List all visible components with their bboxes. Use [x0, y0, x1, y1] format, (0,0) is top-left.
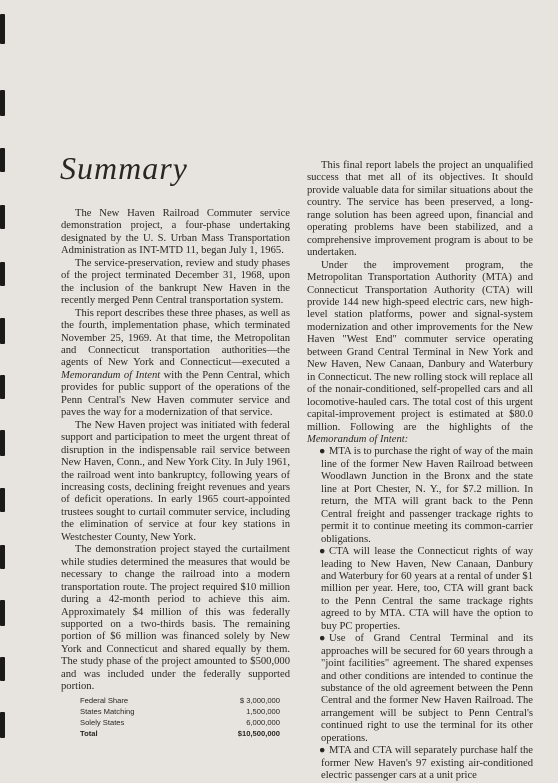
paragraph-text: Under the improvement program, the Metropolitan Transportation Authority (MTA) and Connecticut Transportation Authority (CTA) will provide 144 new high-speed electric cars, new high-level station platforms, power and signal-system modernization and other improvements for the New Haven "West End" commuter service operating between Grand Central Terminal in New York and New Haven, New Canaan, Danbury and Waterbury in Connecticut. The new rolling stock will replace all of the nonair-conditioned, self-propelled cars and all locomotive-hauled cars. The total cost of this urgent capital-improvement project is estimated at $80.0 million. Following are the highlights of the: [307, 259, 533, 433]
paragraph: This final report labels the project an unqualified success that met all of its objectives. It should provide valuable data for similar situations about the country. The service has been preserved, a long-range solution has been agreed upon, financial and operating problems have been stabilized, and a comprehensive improvement program is about to be undertaken.: [307, 160, 533, 259]
binding-hole: [0, 430, 5, 456]
binding-hole: [0, 545, 5, 569]
bullet-item: [307, 546, 533, 633]
binding-hole: [0, 14, 5, 44]
funding-amount: $10,500,000: [237, 728, 280, 738]
binding-hole: [0, 205, 5, 229]
funding-amount: $ 3,000,000: [239, 695, 280, 705]
binding-hole: [0, 148, 5, 172]
binding-hole: [0, 262, 5, 286]
table-row-total: [80, 728, 280, 739]
paragraph: [61, 308, 290, 420]
bullet-icon: ●: [319, 633, 326, 645]
spiral-binding: [0, 0, 14, 750]
page-title: Summary: [60, 150, 188, 186]
memorandum-phrase: Memorandum of Intent:: [307, 433, 409, 445]
table-row: [80, 717, 280, 728]
funding-label: Solely States: [80, 717, 125, 727]
bullet-icon: ●: [319, 446, 326, 458]
paragraph: The service-preservation, review and study phases of the project terminated December 31, 1968, upon the inclusion of the bankrupt New Haven in the recently merged Penn Central transportation system.: [61, 257, 290, 307]
memorandum-phrase: Memorandum of Intent: [61, 369, 161, 381]
paragraph: [307, 260, 533, 447]
funding-table: [80, 695, 280, 739]
bullet-text: CTA will lease the Connecticut rights of way leading to New Haven, New Canaan, Danbury and Waterbury for 60 years at a rental of under $1 million per year. Here, too, CTA will grant back to the Penn Central the same trackage rights agreed to by MTA. CTA will have the option to buy PC properties.: [321, 546, 533, 632]
binding-hole: [0, 712, 5, 738]
binding-hole: [0, 488, 5, 512]
table-row: [80, 695, 280, 706]
paragraph: The demonstration project stayed the curtailment while studies determined the measures that would be necessary to change the railroad into a modern transportation route. The project required $10 million during a 42-month period to achieve this aim. Approximately $4 million of this was federally supported on a two-thirds basis. The remaining portion of $6 million was financed solely by New York and Connecticut and shared equally by them. The study phase of the project amounted to $500,000 and was included under the federally supported portion.: [61, 544, 290, 693]
bullet-item: [307, 745, 533, 782]
bullet-item: [307, 446, 533, 546]
funding-amount: 1,500,000: [246, 706, 280, 716]
binding-hole: [0, 600, 5, 626]
table-row: [80, 706, 280, 717]
paragraph: The New Haven Railroad Commuter service demonstration project, a four-phase undertaking designated by the U. S. Urban Mass Transportation Administration as INT-MTD 11, began July 1, 1965.: [61, 208, 290, 257]
bullet-item: [307, 633, 533, 745]
right-column: [307, 160, 533, 783]
bullet-icon: ●: [319, 745, 326, 757]
binding-hole: [0, 657, 5, 681]
funding-label: Total: [80, 728, 98, 738]
funding-label: States Matching: [80, 706, 135, 716]
bullet-icon: ●: [319, 546, 326, 558]
bullet-text: MTA is to purchase the right of way of the main line of the former New Haven Railroad between Woodlawn Junction in the Bronx and the state line at Port Chester, N. Y., for $7.2 million. In return, the MTA will grant back to the Penn Central freight and passenger trackage rights to permit it to continue meeting its common-carrier obligations.: [321, 446, 533, 545]
paragraph-text: with the Penn Central, which provides for public support of the operations of the Penn Central's New Haven commuter service and paves the way for a modernization of that service.: [61, 369, 290, 419]
bullet-text: Use of Grand Central Terminal and its approaches will be secured for 60 years through a "joint facilities" agreement. The shared expenses and other conditions are intended to continue the substance of the old agreement between the Penn Central and the former New Haven Railroad. The arrangement will be subject to Penn Central's continued right to use the terminal for its other operations.: [321, 633, 533, 744]
binding-hole: [0, 375, 5, 399]
paragraph: The New Haven project was initiated with federal support and participation to meet the urgent threat of disruption in the indispensable rail service between New Haven, Conn., and New York City. In July 1961, the railroad went into bankruptcy, following years of increasing costs, declining freight revenues and years of deficit operations. In early 1965 court-appointed trustees sought to curtail commuter service, including the elimination of service at four key stations in Westchester County, New York.: [61, 419, 290, 543]
bullet-text: MTA and CTA will separately purchase half the former New Haven's 97 existing air-conditioned electric passenger cars at a unit price: [321, 745, 533, 782]
funding-amount: 6,000,000: [246, 717, 280, 727]
left-column: [61, 208, 290, 739]
paragraph-text: This report describes these three phases, as well as the fourth, implementation phase, which terminated November 25, 1969. At that time, the Metropolitan and Connecticut transportation authorities—the agents of New York and Connecticut—executed a: [61, 307, 290, 369]
binding-hole: [0, 318, 5, 344]
funding-label: Federal Share: [80, 695, 129, 705]
binding-hole: [0, 90, 5, 116]
